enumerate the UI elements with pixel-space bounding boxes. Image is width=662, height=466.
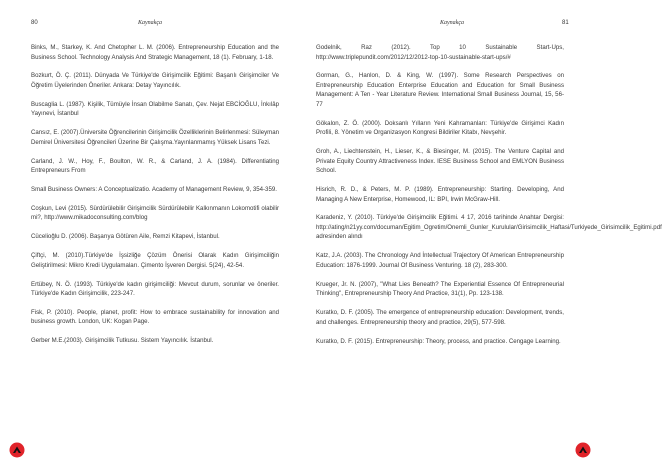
reference-item: Katz, J.A. (2003). The Chronology And İntellectual Trajectory Of American Entrepreneurship Education: 1876-1999. Journal Of Business Venturing. 18 (2), 283-300.: [316, 252, 564, 269]
page-number: 80: [31, 20, 38, 26]
reference-item: Hisrich, R. D., & Peters, M. P. (1989). Entrepreneurship: Starting. Developing, And Managing A New Enterprise, Homewood, IL: BPI, Irwin McGraw-Hill.: [316, 186, 564, 203]
running-title: Kaynakça: [138, 20, 162, 26]
publisher-logo-icon: [9, 442, 25, 458]
reference-item: Binks, M., Starkey, K. And Chetopher L. M. (2006). Entrepreneurship Education and the Business School. Technology Analysis And Strategic Management, 18 (1). February, 1-18.: [31, 44, 279, 61]
publisher-logo-icon: [575, 442, 591, 458]
left-page: [0, 0, 300, 466]
reference-item: Karadeniz, Y. (2010). Türkiye'de Girişimcilik Eğitimi. 4 17, 2016 tarihinde Anahtar Dergisi: http://ating/n21yy.com/documan/Egitim_Ogretim/Onemli_Gunler_Kurulular/Girisimcilik_Haftasi/Turkiyede_Girisimcilik_Egitimi.pdf adresinden alındı: [316, 214, 662, 241]
reference-item: Gerber M.E.(2003). Girişimcilik Tutkusu. Sistem Yayıncılık. İstanbul.: [31, 337, 214, 345]
reference-list: [316, 43, 662, 355]
running-title: Kaynakça: [440, 20, 464, 26]
reference-item: Carland, J. W., Hoy, F., Boulton, W. R., & Carland, J. A. (1984). Differentiating Entrepreneurs From: [31, 157, 279, 175]
reference-item: Groh, A., Liechtenstein, H., Lieser, K., & Biesinger, M. (2015). The Venture Capital and Private Equity Country Attractiveness Index. IESE Business School and EMLYON Business School.: [316, 148, 564, 175]
reference-item: Gökalon, Z. Ö. (2000). Doksanlı Yılların Yeni Kahramanları: Türkiye'de Girişimci Kadın Profili, 8. Yönetim ve Organizasyon Kongresi Bildiriler Kitabı, Nevşehir.: [316, 119, 564, 137]
page-number: 81: [562, 20, 569, 26]
reference-item: Çiftçi, M. (2010).Türkiye'de İşsizliğe Çözüm Önerisi Olarak Kadın Girişimciliğin Geliştirilmesi: Mikro Kredi Uygulamaları. Çimento İşveren Dergisi. 5(24), 42-54.: [31, 252, 279, 269]
reference-item: Kuratko, D. F. (2005). The emergence of entrepreneurship education: Development, trends, and challenges. Entrepreneurship theory and practice, 29(5), 577-598.: [316, 309, 564, 326]
reference-item: Cücelioğlu D. (2006). Başarıya Götüren Aile, Remzi Kitapevi, İstanbul.: [31, 233, 220, 241]
reference-item: Krueger, Jr. N. (2007), "What Lies Beneath? The Experiential Essence Of Entrepreneurial Thinking", Entrepreneurship Theory And Practice, 31(1), Pp. 123-138.: [316, 280, 564, 298]
reference-item: Godelnik, Raz (2012). Top 10 Sustainable Start-Ups, http://www.triplepundit.com/2012/12/2012-top-10-sustainable-start-ups/#: [316, 44, 564, 61]
reference-item: Fisk, P. (2010). People, planet, profit: How to embrace sustainability for innovation and business growth. London, UK: Kogan Page.: [31, 308, 279, 326]
reference-list: [31, 43, 279, 355]
reference-item: Small Business Owners: A Conceptualizatio. Academy of Management Review, 9, 354-359.: [31, 185, 277, 193]
reference-item: Buscaglia L. (1987). Kişilik, Tümüyle İnsan Olabilme Sanatı, Çev. Nejat EBCİOĞLU, İnkılâp Yayınevi, İstanbul: [31, 100, 279, 118]
reference-item: Bozkurt, Ö. Ç. (2011). Dünyada Ve Türkiye'de Girişimcilik Eğitimi: Başarılı Girişimciler Ve Öğretim Üyelerinden Öneriler. Ankara: Detay Yayıncılık.: [31, 72, 279, 89]
reference-item: Ertübey, N. Ö. (1993). Türkiye'de kadın girişimciliği: Mevcut durum, sorunlar ve öneriler. Türkiye'de Kadın Girişimcilik, 223-247.: [31, 280, 279, 298]
reference-item: Gorman, G., Hanlon, D. & King, W. (1997). Some Research Perspectives on Entrepreneurship Education Enterprise Education and Education for Small Business Management: A Ten - Year Literature Review. International Small Business Journal, 15, 56-77: [316, 72, 564, 108]
right-page: [300, 0, 662, 466]
reference-item: Kuratko, D. F. (2015). Entrepreneurship: Theory, process, and practice. Cengage Learning.: [316, 337, 561, 345]
reference-item: Coşkun, Levi (2015). Sürdürülebilir Girişimcilik Sürdürülebilir Kalkınmanın Lokomotifi olabilir mi?, http://www.mikadoconsulting.com/blog: [31, 204, 279, 222]
reference-item: Cansız, E. (2007).Üniversite Öğrencilerinin Girişimcilik Özelliklerinin Belirlenmesi: Süleyman Demirel Üniversitesi Öğrencileri Üzerine Bir Çalışma.Yayınlanmamış Yüksek Lisans Tezi.: [31, 129, 279, 146]
